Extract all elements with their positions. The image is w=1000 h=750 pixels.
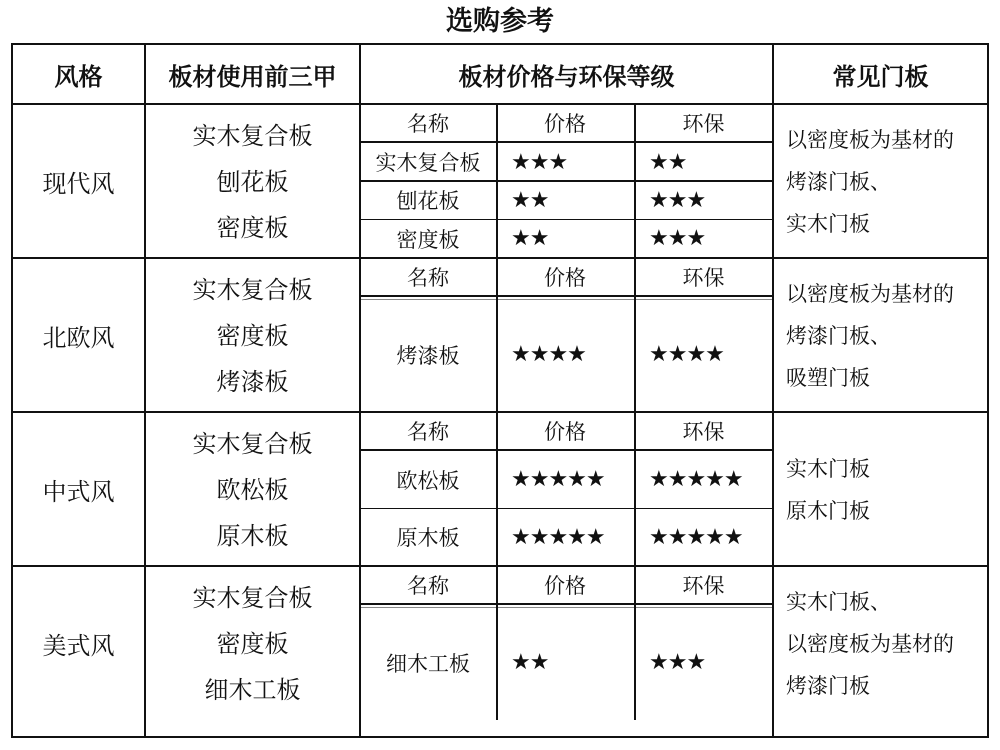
panel-list	[146, 259, 359, 412]
panel-item: 实木复合板	[192, 429, 313, 458]
subheader-eco: 环保	[682, 574, 725, 598]
page-title: 选购参考	[446, 6, 554, 37]
door-line: 以密度板为基材的	[786, 631, 954, 656]
panel-list	[146, 567, 359, 720]
eco-stars: ★★★	[649, 650, 706, 675]
subheader-eco: 环保	[682, 112, 725, 136]
style-name: 北欧风	[42, 324, 115, 352]
price-stars: ★★	[511, 650, 549, 675]
panel-list	[146, 413, 359, 566]
price-stars: ★★★★	[511, 342, 586, 367]
door-line: 原木门板	[786, 498, 870, 523]
subheader-price: 价格	[544, 266, 586, 290]
subheader-name: 名称	[407, 266, 449, 290]
price-stars: ★★	[511, 187, 549, 213]
door-description	[774, 413, 987, 566]
grade-panel-name: 原木板	[396, 526, 460, 551]
subheader-eco: 环保	[682, 420, 725, 444]
door-line: 以密度板为基材的	[786, 127, 954, 152]
door-lines	[786, 119, 954, 245]
price-stars: ★★★★★	[511, 524, 605, 550]
price-stars: ★★★	[511, 149, 568, 175]
panel-item: 实木复合板	[192, 583, 313, 612]
style-name: 中式风	[42, 478, 115, 506]
subheader-eco: 环保	[682, 266, 725, 290]
subheader-name: 名称	[407, 112, 449, 136]
panel-item: 实木复合板	[192, 121, 313, 150]
subheader-price: 价格	[544, 420, 586, 444]
eco-stars: ★★★★★	[649, 467, 743, 493]
door-description	[774, 259, 987, 412]
panel-item: 欧松板	[216, 475, 289, 504]
header-grade: 板材价格与环保等级	[458, 62, 675, 91]
panel-list-items	[193, 267, 313, 405]
grade-panel-name: 烤漆板	[396, 343, 460, 368]
subheader-price: 价格	[544, 112, 586, 136]
grade-panel-name: 实木复合板	[375, 151, 481, 176]
door-line: 实木门板	[786, 456, 870, 481]
grade-panel-name: 欧松板	[396, 468, 460, 493]
panel-item: 实木复合板	[192, 275, 313, 304]
table-border-bottom	[11, 736, 989, 738]
style-name: 现代风	[42, 170, 115, 198]
panel-list-items	[193, 113, 313, 251]
eco-stars: ★★★★★	[649, 524, 743, 550]
door-description	[774, 105, 987, 258]
panel-item: 密度板	[216, 629, 289, 658]
door-line: 以密度板为基材的	[786, 281, 954, 306]
grade-panel-name: 刨花板	[396, 189, 460, 214]
door-lines	[786, 273, 954, 399]
panel-item: 烤漆板	[216, 367, 289, 396]
panel-item: 原木板	[216, 521, 289, 550]
door-line: 实木门板、	[786, 589, 891, 614]
price-stars: ★★★★★	[511, 467, 605, 493]
subheader-name: 名称	[407, 420, 449, 444]
door-line: 烤漆门板、	[786, 169, 891, 194]
door-lines	[786, 581, 954, 707]
eco-stars: ★★★★	[649, 342, 724, 367]
table-border-right	[987, 43, 989, 738]
subheader-price: 价格	[544, 574, 586, 598]
subheader-name: 名称	[407, 574, 449, 598]
door-line: 吸塑门板	[786, 365, 870, 390]
eco-stars: ★★★	[649, 187, 706, 213]
header-top3: 板材使用前三甲	[168, 62, 337, 91]
grade-panel-name: 细木工板	[386, 651, 470, 676]
door-lines	[786, 448, 870, 532]
door-line: 烤漆门板、	[786, 323, 891, 348]
panel-item: 刨花板	[216, 167, 289, 196]
style-name: 美式风	[42, 632, 115, 660]
panel-item: 细木工板	[204, 675, 301, 704]
panel-list-items	[193, 575, 313, 713]
selection-reference-table	[11, 43, 989, 738]
panel-item: 密度板	[216, 213, 289, 242]
panel-item: 密度板	[216, 321, 289, 350]
panel-list-items	[193, 421, 313, 559]
door-line: 烤漆门板	[786, 673, 870, 698]
eco-stars: ★★	[649, 149, 687, 175]
grade-panel-name: 密度板	[396, 227, 460, 252]
door-line: 实木门板	[786, 211, 870, 236]
price-stars: ★★	[511, 226, 549, 252]
panel-list	[146, 105, 359, 258]
header-style: 风格	[54, 62, 103, 91]
eco-stars: ★★★	[649, 226, 706, 252]
door-description	[774, 567, 987, 720]
header-door: 常见门板	[832, 62, 929, 91]
